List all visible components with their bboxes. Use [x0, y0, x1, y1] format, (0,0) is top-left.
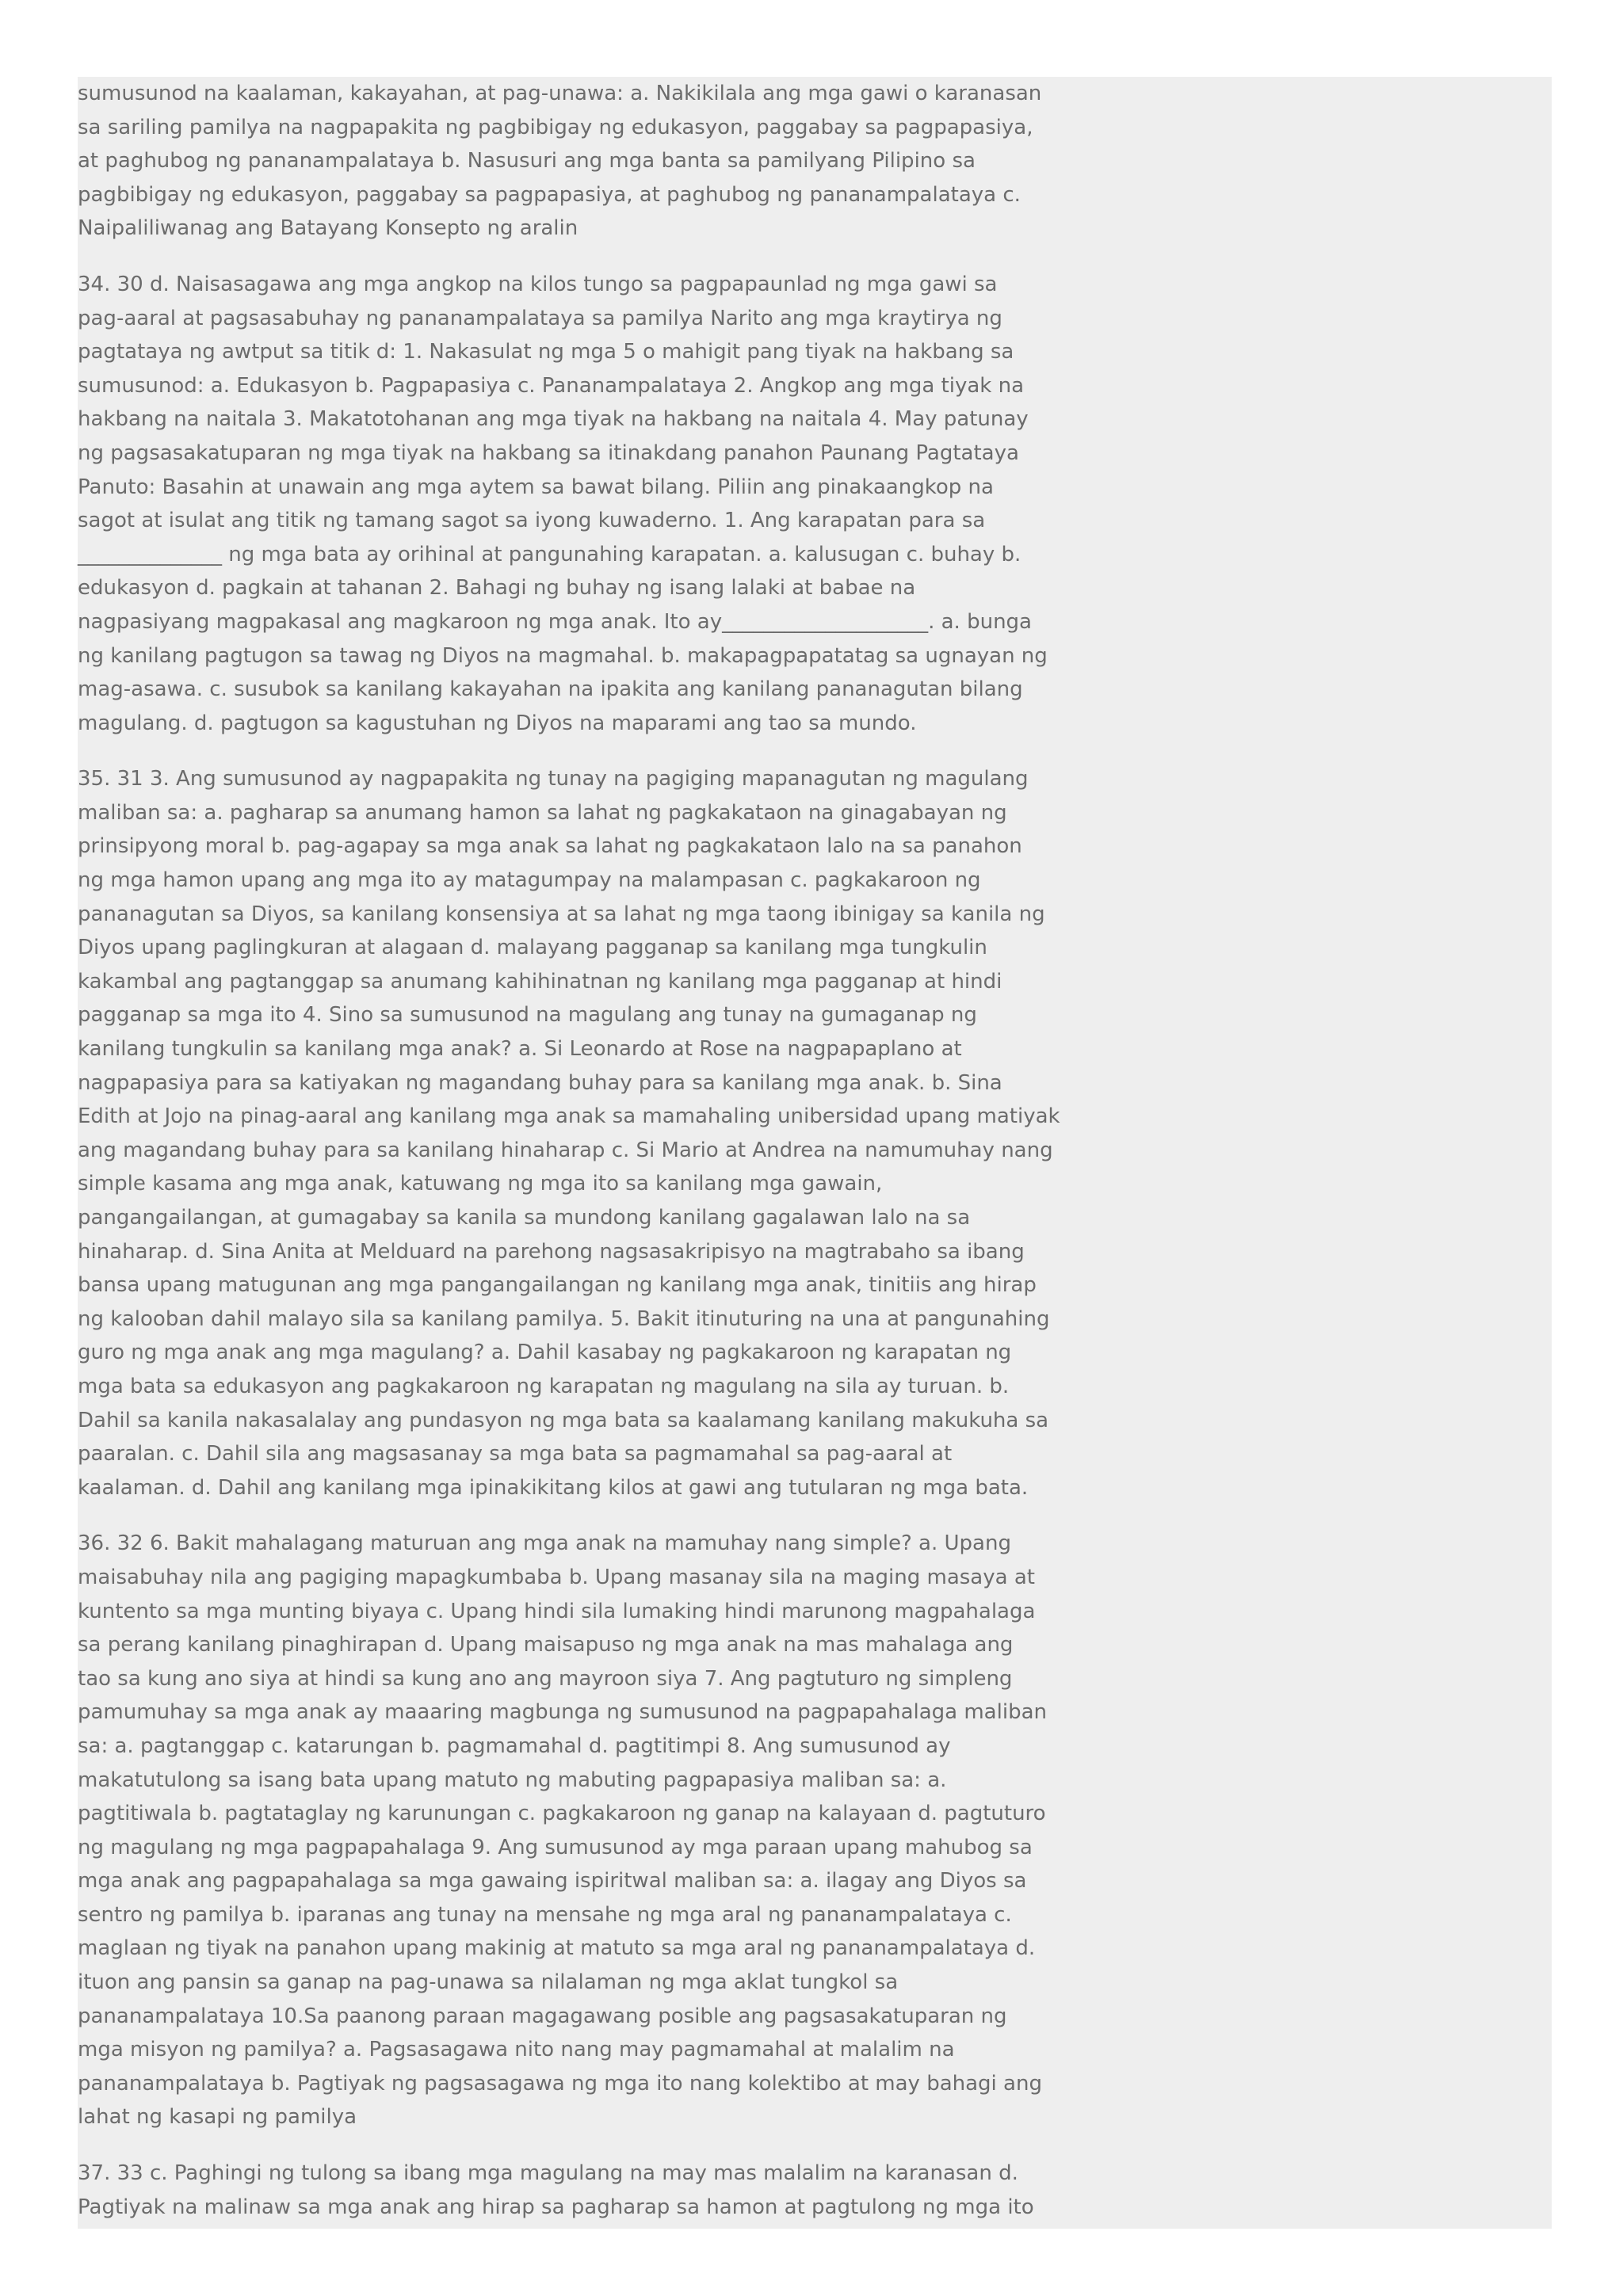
- paragraph-35: 35. 31 3. Ang sumusunod ay nagpapakita ng tunay na pagiging mapanagutan ng magulang maliban sa: a. pagharap sa anumang hamon sa lahat ng pagkakataon na ginagabayan ng prinsipyong moral b. pag-agapay sa mga anak sa lahat ng pagkakataon lalo na sa panahon ng mga hamon upang ang mga ito ay matagumpay na malampasan c. pagkakaroon ng pananagutan sa Diyos, sa kanilang konsensiya at sa lahat ng mga taong ibinigay sa kanila ng Diyos upang paglingkuran at alagaan d. malayang pagganap sa kanilang mga tungkulin kakambal ang pagtanggap sa anumang kahihinatnan ng kanilang mga pagganap at hindi pagganap sa mga ito 4. Sino sa sumusunod na magulang ang tunay na gumaganap ng kanilang tungkulin sa kanilang mga anak? a. Si Leonardo at Rose na nagpapaplano at nagpapasiya para sa katiyakan ng magandang buhay para sa kanilang mga anak. b. Sina Edith at Jojo na pinag-aaral ang kanilang mga anak sa mamahaling unibersidad upang matiyak ang magandang buhay para sa kanilang hinaharap c. Si Mario at Andrea na namumuhay nang simple kasama ang mga anak, katuwang ng mga ito sa kanilang mga gawain, pangangailangan, at gumagabay sa kanila sa mundong kanilang gagalawan lalo na sa hinaharap. d. Sina Anita at Melduard na parehong nagsasakripisyo na magtrabaho sa ibang bansa upang matugunan ang mga pangangailangan ng kanilang mga anak, tinitiis ang hirap ng kalooban dahil malayo sila sa kanilang pamilya. 5. Bakit itinuturing na una at pangunahing guro ng mga anak ang mga magulang? a. Dahil kasabay ng pagkakaroon ng karapatan ng mga bata sa edukasyon ang pagkakaroon ng karapatan ng magulang na sila ay turuan. b. Dahil sa kanila nakasalalay ang pundasyon ng mga bata sa kaalamang kanilang makukuha sa paaralan. c. Dahil sila ang magsasanay sa mga bata sa pagmamahal sa pag-aaral at kaalaman. d. Dahil ang kanilang mga ipinakikitang kilos at gawi ang tutularan ng mga bata.: [78, 767, 1060, 1500]
- document-text-column: [78, 77, 1068, 2224]
- paragraph-36: 36. 32 6. Bakit mahalagang maturuan ang mga anak na mamuhay nang simple? a. Upang maisabuhay nila ang pagiging mapagkumbaba b. Upang masanay sila na maging masaya at kuntento sa mga munting biyaya c. Upang hindi sila lumaking hindi marunong magpahalaga sa perang kanilang pinaghirapan d. Upang maisapuso ng mga anak na mas mahalaga ang tao sa kung ano siya at hindi sa kung ano ang mayroon siya 7. Ang pagtuturo ng simpleng pamumuhay sa mga anak ay maaaring magbunga ng sumusunod na pagpapahalaga maliban sa: a. pagtanggap c. katarungan b. pagmamahal d. pagtitimpi 8. Ang sumusunod ay makatutulong sa isang bata upang matuto ng mabuting pagpapasiya maliban sa: a. pagtitiwala b. pagtataglay ng karunungan c. pagkakaroon ng ganap na kalayaan d. pagtuturo ng magulang ng mga pagpapahalaga 9. Ang sumusunod ay mga paraan upang mahubog sa mga anak ang pagpapahalaga sa mga gawaing ispiritwal maliban sa: a. ilagay ang Diyos sa sentro ng pamilya b. iparanas ang tunay na mensahe ng mga aral ng pananampalataya c. maglaan ng tiyak na panahon upang makinig at matuto sa mga aral ng pananampalataya d. ituon ang pansin sa ganap na pag-unawa sa nilalaman ng mga aklat tungkol sa pananampalataya 10.Sa paanong paraan magagawang posible ang pagsasakatuparan ng mga misyon ng pamilya? a. Pagsasagawa nito nang may pagmamahal at malalim na pananampalataya b. Pagtiyak ng pagsasagawa ng mga ito nang kolektibo at may bahagi ang lahat ng kasapi ng pamilya: [78, 1531, 1047, 2130]
- paragraph-intro: sumusunod na kaalaman, kakayahan, at pag-unawa: a. Nakikilala ang mga gawi o karanasan sa sariling pamilya na nagpapakita ng pagbibigay ng edukasyon, paggabay sa pagpapasiya, at paghubog ng pananampalataya b. Nasusuri ang mga banta sa pamilyang Pilipino sa pagbibigay ng edukasyon, paggabay sa pagpapasiya, at paghubog ng pananampalataya c. Naipaliliwanag ang Batayang Konsepto ng aralin: [78, 82, 1042, 241]
- paragraph-34: 34. 30 d. Naisasagawa ang mga angkop na kilos tungo sa pagpapaunlad ng mga gawi sa pag-aaral at pagsasabuhay ng pananampalataya sa pamilya Narito ang mga kraytirya ng pagtataya ng awtput sa titik d: 1. Nakasulat ng mga 5 o mahigit pang tiyak na hakbang sa sumusunod: a. Edukasyon b. Pagpapasiya c. Pananampalataya 2. Angkop ang mga tiyak na hakbang na naitala 3. Makatotohanan ang mga tiyak na hakbang na naitala 4. May patunay ng pagsasakatuparan ng mga tiyak na hakbang sa itinakdang panahon Paunang Pagtataya Panuto: Basahin at unawain ang mga aytem sa bawat bilang. Piliin ang pinakaangkop na sagot at isulat ang titik ng tamang sagot sa iyong kuwaderno. 1. Ang karapatan para sa ______________ ng mga bata ay orihinal at pangunahing karapatan. a. kalusugan c. buhay b. edukasyon d. pagkain at tahanan 2. Bahagi ng buhay ng isang lalaki at babae na nagpasiyang magpakasal ang magkaroon ng mga anak. Ito ay____________________. a. bunga ng kanilang pagtugon sa tawag ng Diyos na magmahal. b. makapagpapatatag sa ugnayan ng mag-asawa. c. susubok sa kanilang kakayahan na ipakita ang kanilang pananagutan bilang magulang. d. pagtugon sa kagustuhan ng Diyos na maparami ang tao sa mundo.: [78, 272, 1048, 735]
- paragraph-37: 37. 33 c. Paghingi ng tulong sa ibang mga magulang na may mas malalim na karanasan d. Pagtiyak na malinaw sa mga anak ang hirap sa pagharap sa hamon at pagtulong ng mga ito: [78, 2161, 1034, 2219]
